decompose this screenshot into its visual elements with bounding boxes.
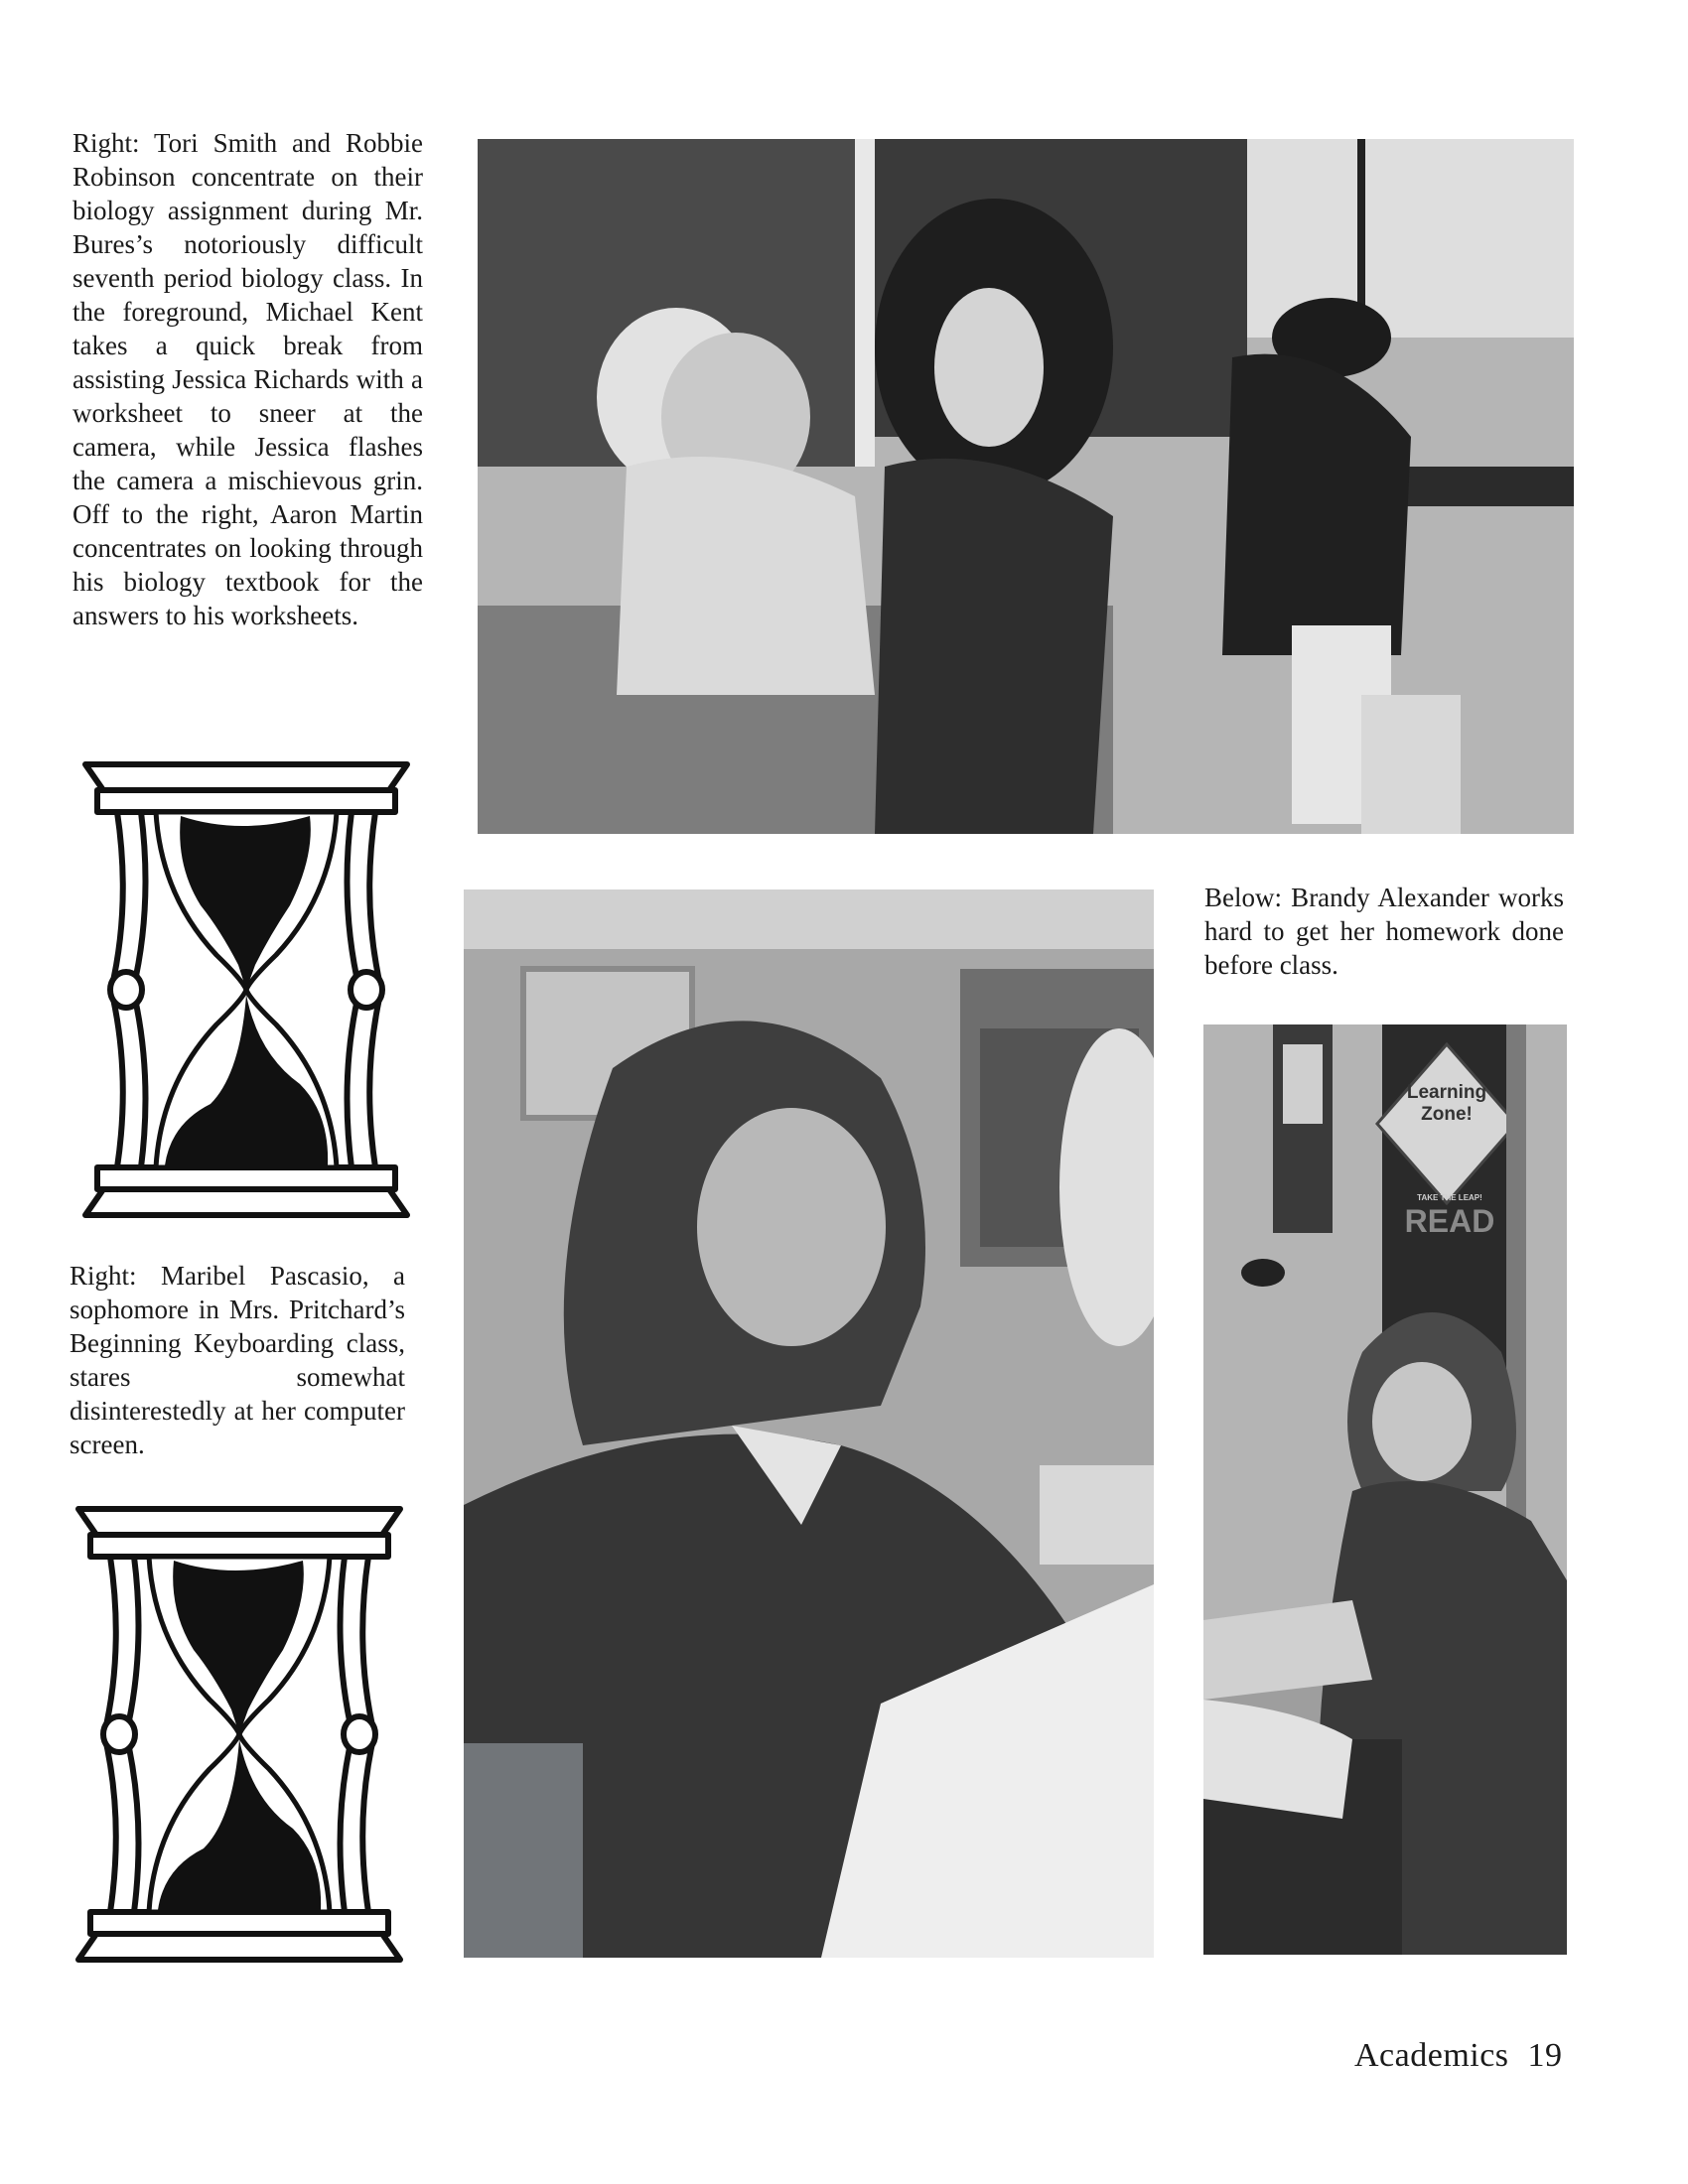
page-folio bbox=[1354, 2037, 1563, 2075]
read-poster-text: READ bbox=[1404, 1203, 1495, 1239]
photo-keyboarding-student bbox=[464, 889, 1154, 1958]
caption-biology: Right: Tori Smith and Robbie Robinson concentrate on their biology assignment during Mr. Bures’s notoriously difficult seventh period biology class. In the foreground, Michael Kent takes a quick break from assisting Jessica Richards with a worksheet to sneer at the camera, while Jessica flashes the camera a mischievous grin. Off to the right, Aaron Martin concentrates on looking through his biology textbook for the answers to his worksheets. bbox=[72, 128, 423, 630]
photo-biology-class bbox=[478, 139, 1574, 834]
hourglass-illustration-top bbox=[81, 756, 411, 1223]
hourglass-illustration-bottom bbox=[74, 1501, 404, 1968]
take-the-leap-text: TAKE THE LEAP! bbox=[1417, 1193, 1482, 1202]
photo-student-reading bbox=[1203, 1024, 1567, 1955]
folio-section: Academics bbox=[1354, 2037, 1509, 2074]
learning-zone-line2: Zone! bbox=[1421, 1104, 1473, 1125]
learning-zone-line1: Learning bbox=[1406, 1082, 1487, 1103]
folio-page-number: 19 bbox=[1527, 2037, 1563, 2074]
caption-homework: Below: Brandy Alexander works hard to get her homework done before class. bbox=[1204, 883, 1564, 980]
caption-keyboarding: Right: Maribel Pascasio, a sophomore in Mrs. Pritchard’s Beginning Keyboarding class, stares somewhat disinterestedly at her computer screen. bbox=[70, 1261, 405, 1459]
learning-zone-sign bbox=[1387, 1082, 1506, 1126]
